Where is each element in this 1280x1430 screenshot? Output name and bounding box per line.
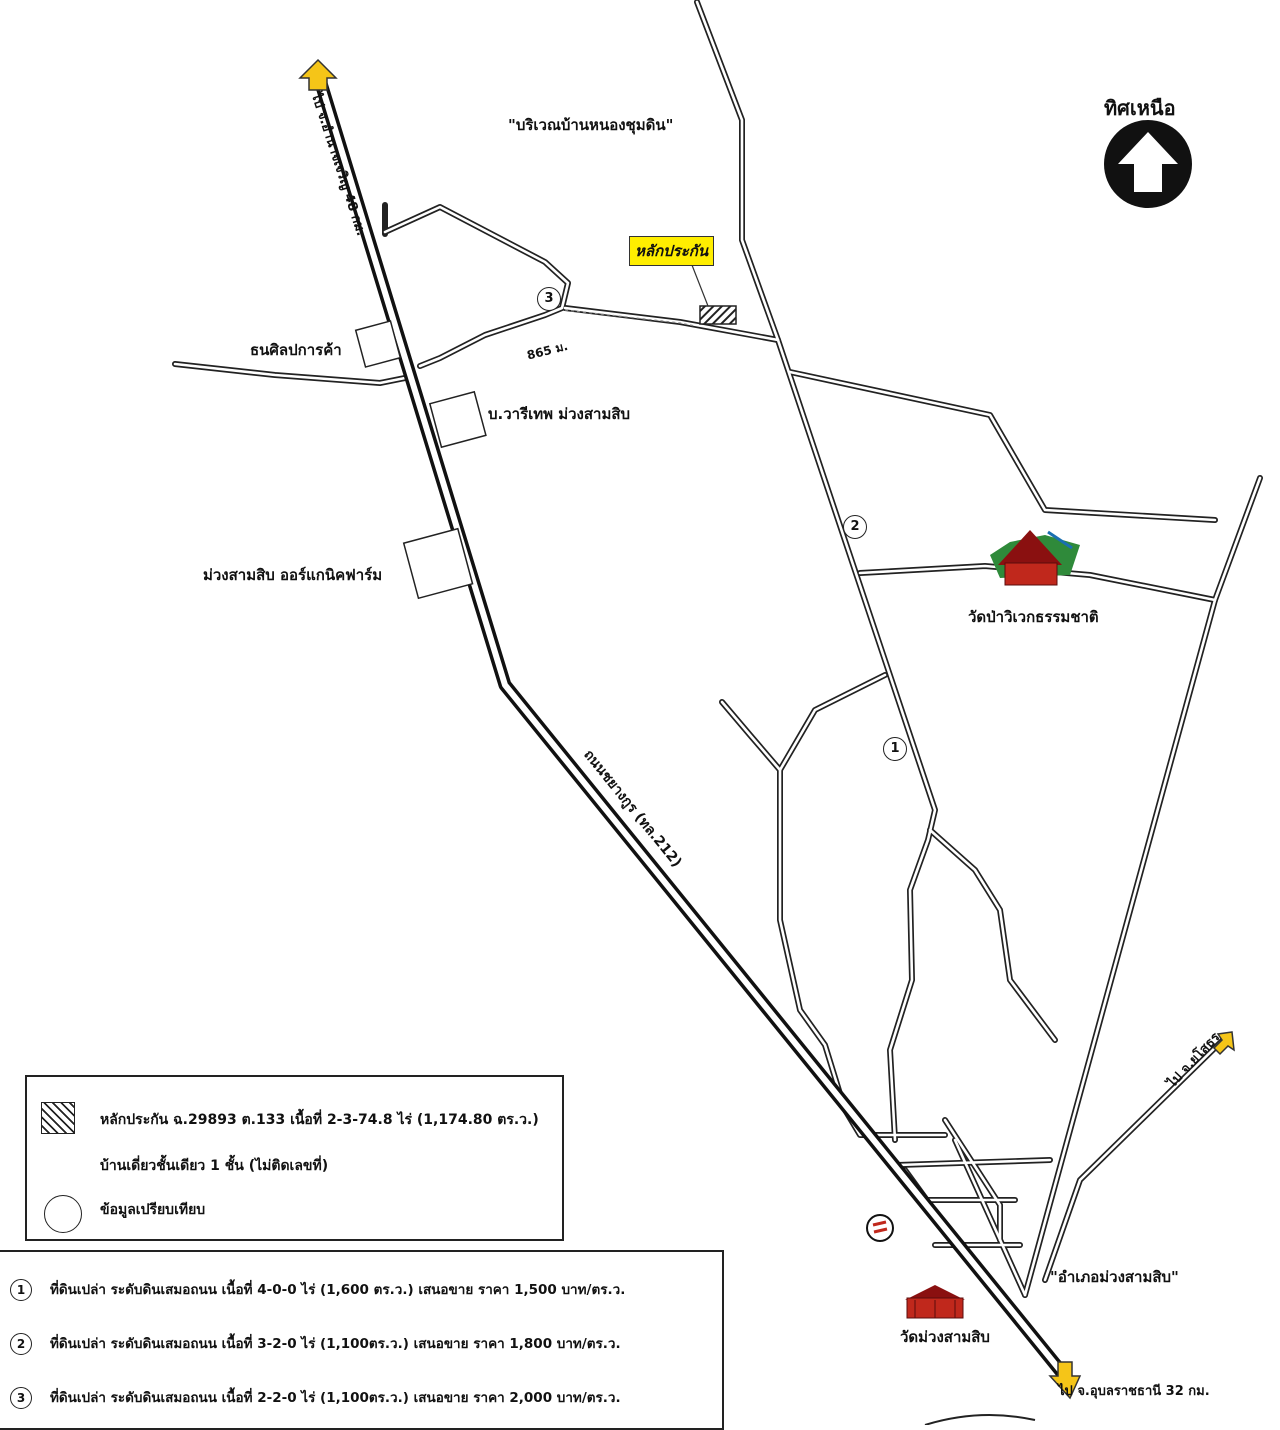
comparable-row — [10, 1278, 625, 1301]
comparable-row — [10, 1386, 621, 1409]
comparable-marker-1: 1 — [883, 737, 907, 761]
collateral-pointer — [690, 260, 708, 306]
label-organic-farm: ม่วงสามสิบ ออร์แกนิคฟาร์ม — [203, 566, 383, 584]
comparable-num: 1 — [10, 1279, 32, 1301]
gas-station-icon — [867, 1215, 893, 1241]
label-wat-muang: วัดม่วงสามสิบ — [900, 1328, 990, 1346]
label-bank: ธนศิลปการค้า — [250, 341, 342, 359]
landmark-waritep-box — [430, 392, 486, 447]
label-road-212: ถนนชยางกูร (ทล.212) — [580, 746, 685, 871]
comparable-text: ที่ดินเปล่า ระดับดินเสมอถนน เนื้อที่ 2-2-0 ไร่ (1,100ตร.ว.) เสนอขาย ราคา 2,000 บาท/ตร.ว. — [50, 1390, 621, 1406]
legend-circle-swatch — [44, 1195, 82, 1233]
label-amphoe: "อำเภอม่วงสามสิบ" — [1050, 1268, 1179, 1286]
ellipse-partial — [925, 1415, 1035, 1425]
comparables-box — [0, 1250, 724, 1430]
comparable-text: ที่ดินเปล่า ระดับดินเสมอถนน เนื้อที่ 3-2-0 ไร่ (1,100ตร.ว.) เสนอขาย ราคา 1,800 บาท/ตร.ว. — [50, 1336, 621, 1352]
label-to-amnat: ไป จ.อำนาจเจริญ 48 กม. — [307, 91, 369, 238]
label-to-ubon: ไป จ.อุบลราชธานี 32 กม. — [1058, 1384, 1210, 1399]
wat-muang-temple-icon — [905, 1285, 965, 1318]
comparable-row — [10, 1332, 621, 1355]
comparable-text: ที่ดินเปล่า ระดับดินเสมอถนน เนื้อที่ 4-0-0 ไร่ (1,600 ตร.ว.) เสนอขาย ราคา 1,500 บาท/ตร.ว. — [50, 1282, 626, 1298]
label-nong-chum-area: "บริเวณบ้านหนองชุมดิน" — [508, 116, 674, 134]
label-to-yasothon: ไป จ.ยโสธร — [1164, 1030, 1224, 1091]
comparable-marker-2: 2 — [843, 515, 867, 539]
label-distance: 865 ม. — [525, 338, 570, 363]
legend-box — [25, 1075, 564, 1241]
label-waritep: บ.วารีเทพ ม่วงสามสิบ — [488, 405, 631, 423]
legend-comparable: ข้อมูลเปรียบเทียบ — [100, 1202, 206, 1218]
wat-pa-temple-icon — [990, 530, 1080, 585]
north-label: ทิศเหนือ — [1104, 96, 1176, 120]
legend-hatch-swatch — [41, 1102, 75, 1134]
arrow-to-amnat-icon — [300, 60, 336, 90]
comparable-num: 3 — [10, 1387, 32, 1409]
comparable-marker-3: 3 — [537, 287, 561, 311]
collateral-highlight-label: หลักประกัน — [629, 236, 714, 266]
collateral-parcel-hatched — [700, 306, 736, 324]
comparable-num: 2 — [10, 1333, 32, 1355]
label-wat-pa: วัดป่าวิเวกธรรมชาติ — [968, 608, 1099, 626]
legend-house: บ้านเดี่ยวชั้นเดียว 1 ชั้น (ไม่ติดเลขที่) — [100, 1158, 329, 1174]
north-arrow-icon — [1102, 118, 1194, 210]
legend-collateral: หลักประกัน ฉ.29893 ต.133 เนื้อที่ 2-3-74.8 ไร่ (1,174.80 ตร.ว.) — [100, 1112, 539, 1128]
